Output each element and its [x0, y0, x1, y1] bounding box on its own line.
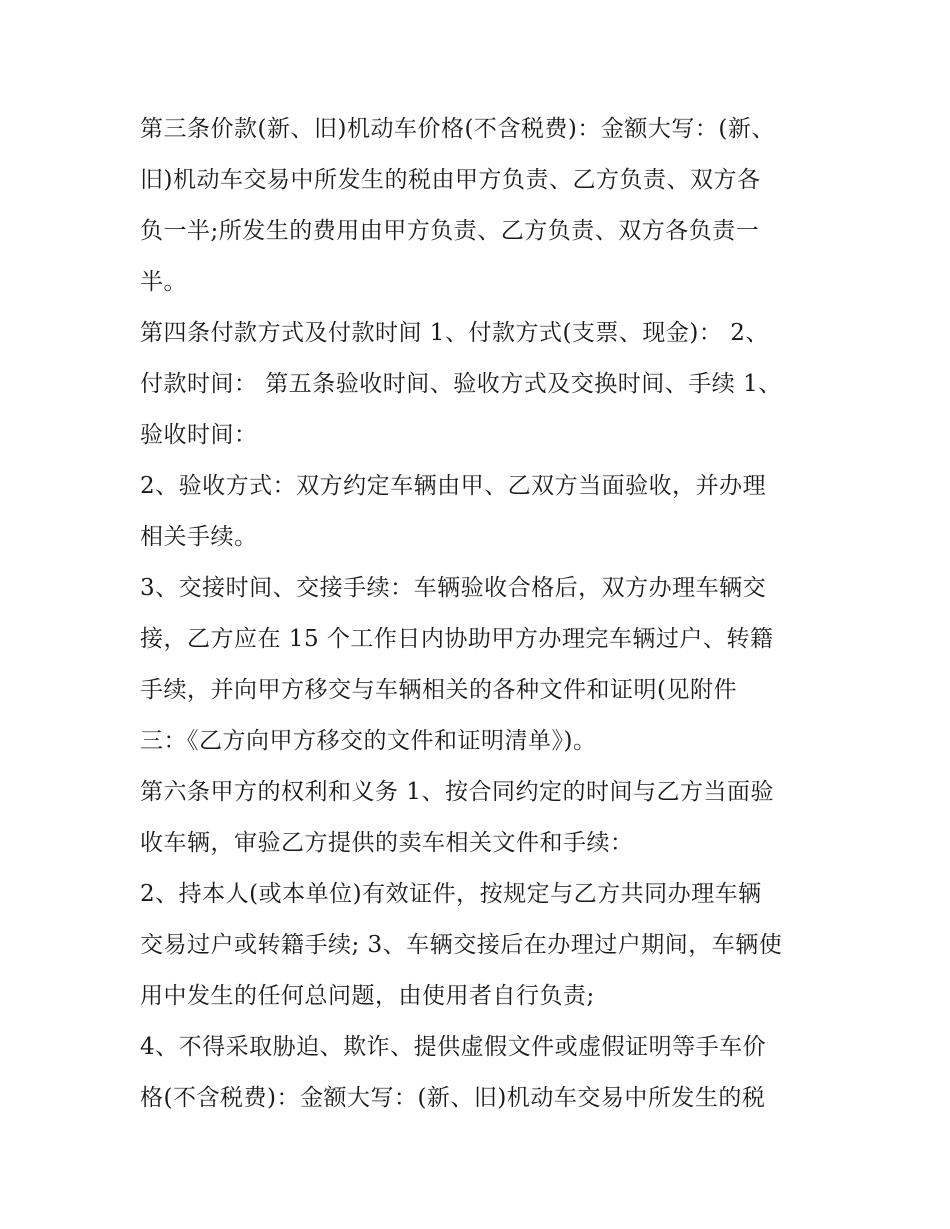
text-line: 旧)机动车交易中所发生的税由甲方负责、乙方负责、双方各 — [140, 167, 761, 193]
text-line: 三：《乙方向甲方移交的文件和证明清单》)。 — [140, 728, 597, 754]
text-line: 用中发生的任何总问题，由使用者自行负责; — [140, 983, 595, 1009]
text-line: 交易过户或转籍手续; 3、车辆交接后在办理过户期间，车辆使 — [140, 932, 783, 958]
text-line: 手续，并向甲方移交与车辆相关的各种文件和证明(见附件 — [140, 677, 737, 703]
text-line: 付款时间： 第五条验收时间、验收方式及交换时间、手续 1、 — [140, 371, 782, 397]
text-line: 第四条付款方式及付款时间 1、付款方式(支票、现金)： 2、 — [140, 320, 769, 346]
text-line: 收车辆，审验乙方提供的卖车相关文件和手续： — [140, 830, 634, 856]
text-line: 第六条甲方的权利和义务 1、按合同约定的时间与乙方当面验 — [140, 779, 774, 805]
text-line: 2、持本人(或本单位)有效证件，按规定与乙方共同办理车辆 — [140, 881, 762, 907]
text-line: 验收时间： — [140, 422, 258, 448]
text-line: 2、验收方式：双方约定车辆由甲、乙双方当面验收，并办理 — [140, 473, 767, 499]
document-body — [140, 104, 820, 1124]
text-line: 接，乙方应在 15 个工作日内协助甲方办理完车辆过户、转籍 — [140, 626, 774, 652]
text-line: 3、交接时间、交接手续：车辆验收合格后，双方办理车辆交 — [140, 575, 767, 601]
text-line: 负一半;所发生的费用由甲方负责、乙方负责、双方各负责一 — [140, 218, 760, 244]
text-line: 4、不得采取胁迫、欺诈、提供虚假文件或虚假证明等手车价 — [140, 1034, 767, 1060]
text-line: 相关手续。 — [140, 524, 258, 550]
text-line: 第三条价款(新、旧)机动车价格(不含税费)：金额大写：(新、 — [140, 116, 775, 142]
text-line: 半。 — [140, 269, 187, 295]
text-line: 格(不含税费)：金额大写：(新、旧)机动车交易中所发生的税 — [140, 1085, 766, 1111]
